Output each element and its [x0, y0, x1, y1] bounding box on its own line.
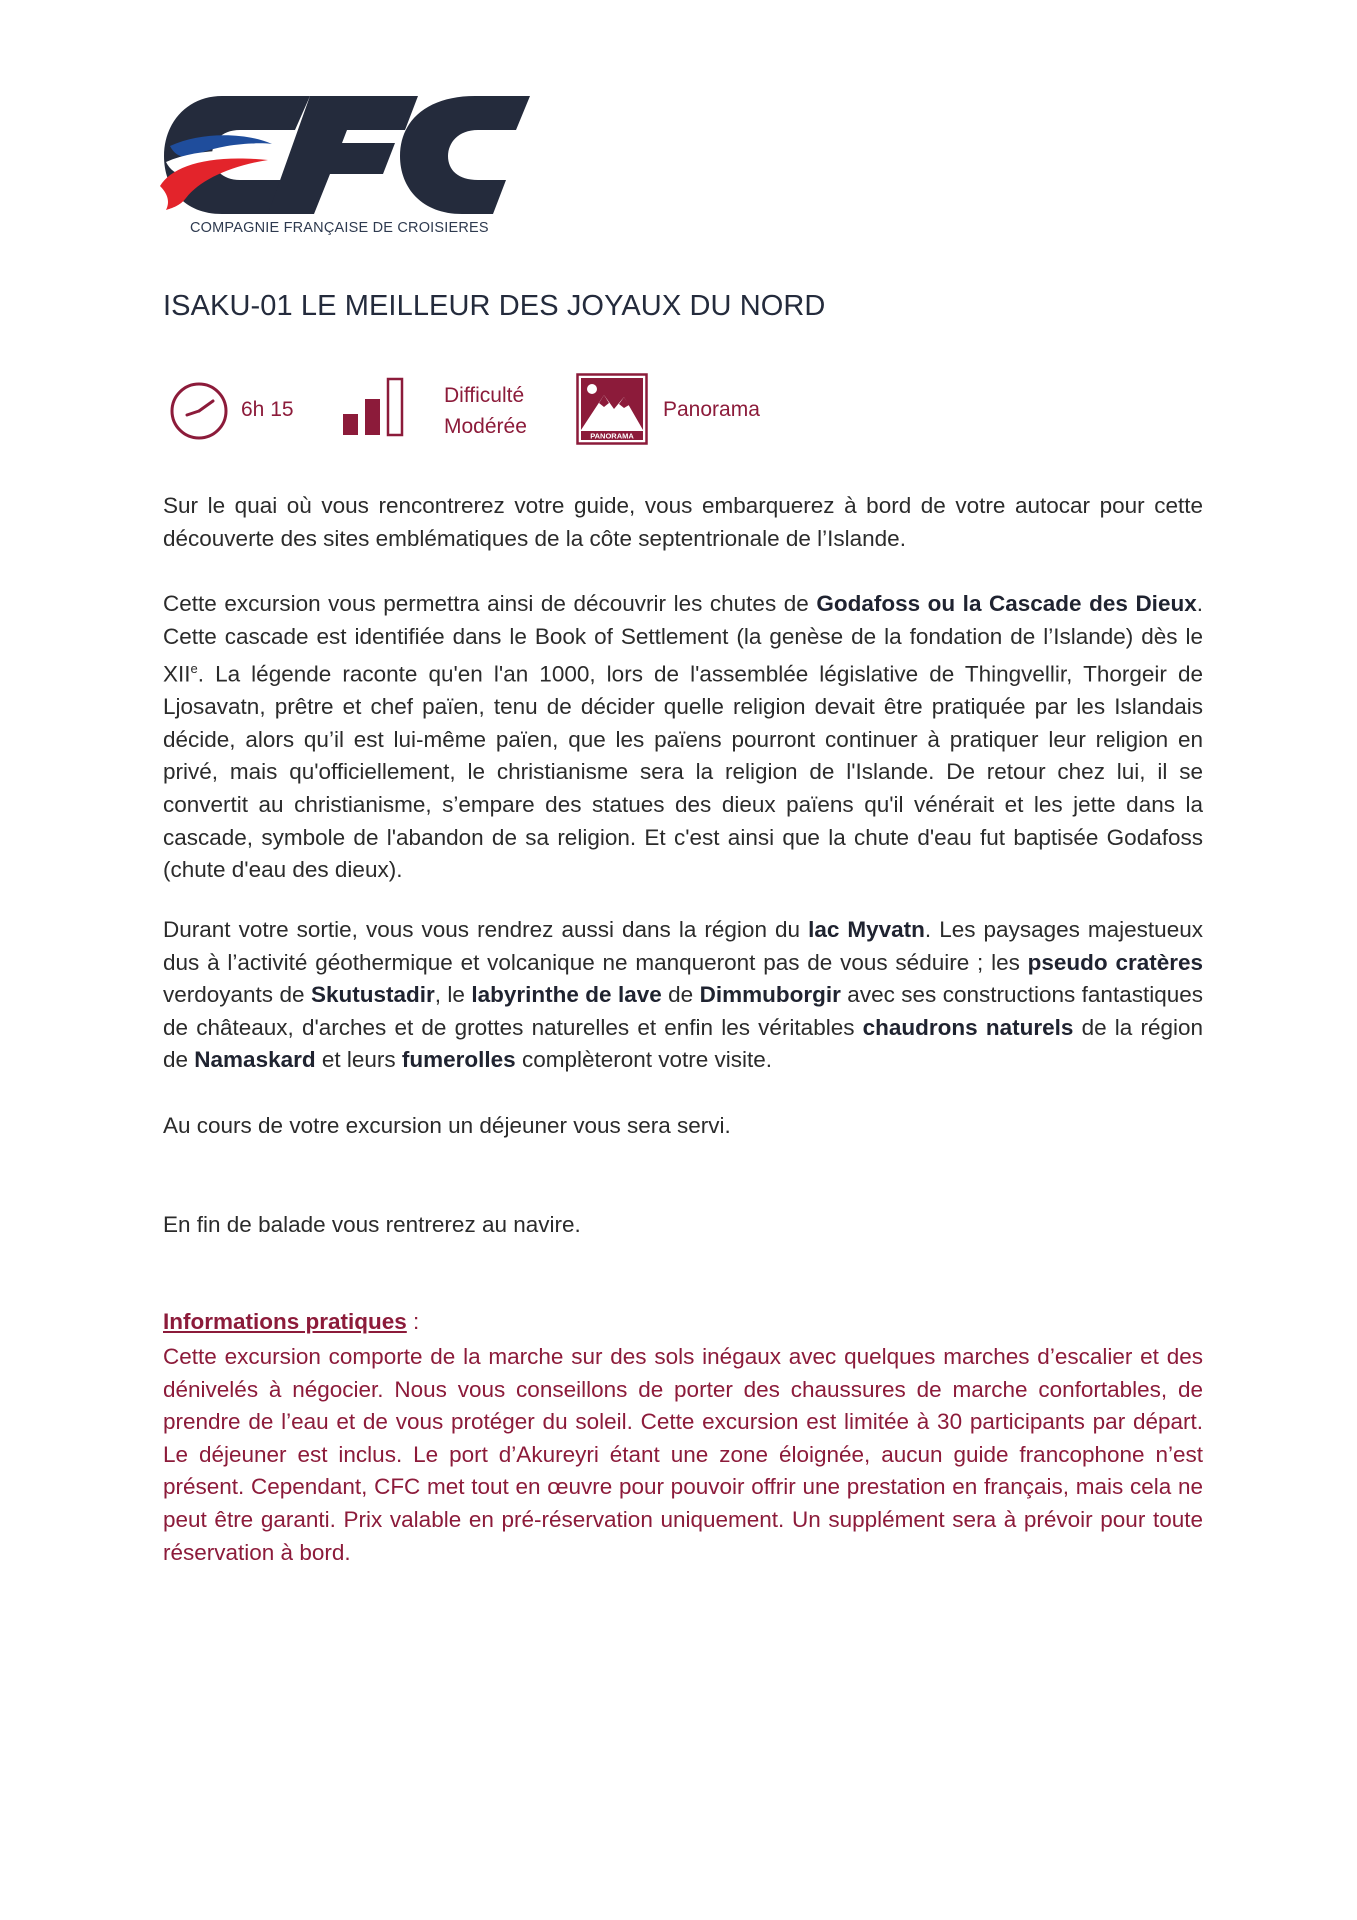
paragraph-godafoss: Cette excursion vous permettra ainsi de découvrir les chutes de Godafoss ou la Cascade des Dieux. Cette cascade est identifiée dans le Book of Settlement (la genèse de la fondation de l’Islande) dès le XIIe. La légende raconte qu'en l'an 1000, lors de l'assemblée législative de Thingvellir, Thorgeir de Ljosavatn, prêtre et chef païen, tenu de décider quelle religion devait être pratiquée par les Islandais décide, alors qu’il est lui-même païen, que les païens pourront continuer à pratiquer leur religion en privé, mais qu'officiellement, le christianisme sera la religion de l'Islande. De retour chez lui, il se convertit au christianisme, s’empare des statues des dieux païens qu'il vénérait et les jette dans la cascade, symbole de l'abandon de sa religion. Et c'est ainsi que la chute d'eau fut baptisée Godafoss (chute d'eau des dieux). [163, 591, 1203, 883]
signal-bars-icon [341, 376, 407, 438]
difficulty-label [444, 380, 527, 442]
difficulty-line1: Difficulté [444, 384, 525, 407]
logo-tagline: COMPAGNIE FRANÇAISE DE CROISIERES [190, 220, 489, 236]
clock-icon [169, 381, 229, 441]
practical-info-heading: Informations pratiques : [163, 1309, 420, 1334]
panorama-label: Panorama [663, 398, 760, 421]
difficulty-line2: Modérée [444, 415, 527, 438]
paragraph-myvatn: Durant votre sortie, vous vous rendrez aussi dans la région du lac Myvatn. Les paysages majestueux dus à l’activité géothermique et volcanique ne manqueront pas de vous séduire ; les pseudo cratères verdoyants de Skutustadir, le labyrinthe de lave de Dimmuborgir avec ses constructions fantastiques de châteaux, d'arches et de grottes naturelles et enfin les véritables chaudrons naturels de la région de Namaskard et leurs fumerolles complèteront votre visite. [163, 917, 1204, 1073]
excursion-info-row [163, 370, 1063, 470]
paragraph-return: En fin de balade vous rentrerez au navire. [163, 1212, 581, 1237]
paragraph-intro: Sur le quai où vous rencontrerez votre guide, vous embarquerez à bord de votre autocar pour cette découverte des sites emblématiques de la côte septentrionale de l’Islande. [163, 493, 1203, 551]
duration-value: 6h 15 [241, 398, 294, 421]
mountain-panorama-icon [576, 373, 648, 445]
panorama-icon-label: PANORAMA [590, 431, 634, 441]
practical-info-text: Cette excursion comporte de la marche sur des sols inégaux avec quelques marches d’escalier et des dénivelés à négocier. Nous vous conseillons de porter des chaussures de marche confortables, de prendre de l’eau et de vous protéger du soleil. Cette excursion est limitée à 30 participants par départ. Le déjeuner est inclus. Le port d’Akureyri étant une zone éloignée, aucun guide francophone n’est présent. Cependant, CFC met tout en œuvre pour pouvoir offrir une prestation en français, mais cela ne peut être garanti. Prix valable en pré-réservation uniquement. Un supplément sera à prévoir pour toute réservation à bord. [163, 1344, 1203, 1565]
cfc-logo-mark [160, 88, 530, 223]
godafoss-highlight: Godafoss ou la Cascade des Dieux [816, 591, 1197, 616]
page-title: ISAKU-01 LE MEILLEUR DES JOYAUX DU NORD [163, 290, 826, 322]
paragraph-lunch: Au cours de votre excursion un déjeuner vous sera servi. [163, 1113, 731, 1138]
